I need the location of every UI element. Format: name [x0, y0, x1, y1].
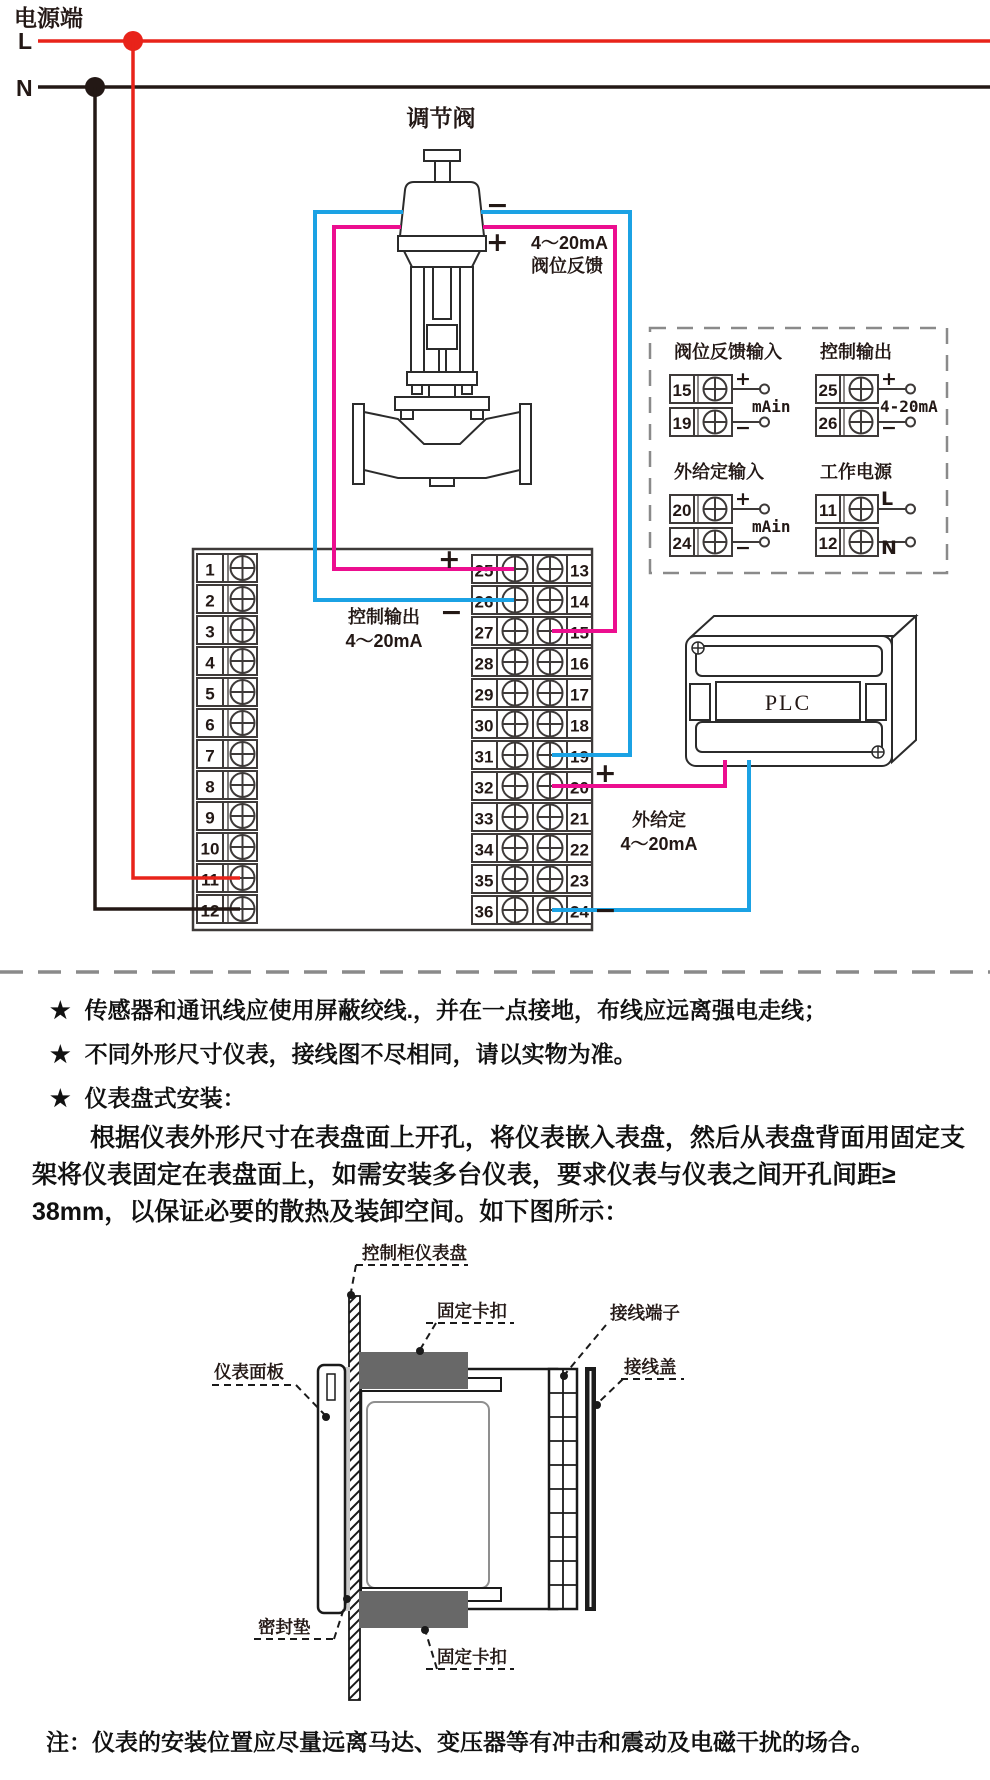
- footnote: 注：仪表的安装位置应尽量远离马达、变压器等有冲击和震动及电磁干扰的场合。: [46, 1729, 874, 1755]
- terminal-number: 22: [570, 840, 589, 860]
- terminal-number: 10: [200, 839, 220, 859]
- note-item: [50, 1039, 960, 1069]
- legend-section: [670, 341, 791, 439]
- notes-list: [50, 995, 960, 1127]
- terminal-number: 36: [474, 902, 494, 922]
- terminal-number: 18: [570, 716, 589, 736]
- terminal-number: 21: [570, 809, 589, 829]
- legend-annotation: mAin: [752, 397, 791, 416]
- star-bullet-icon: ★: [50, 997, 71, 1023]
- legend-section: [816, 341, 938, 439]
- terminal-row-left: [197, 678, 257, 706]
- fixing-clip-bottom-shape: [359, 1591, 468, 1628]
- legend-terminal-number: 19: [672, 414, 692, 433]
- external-setpoint-label-1: 外给定: [632, 810, 686, 830]
- terminal-row-left: [197, 771, 257, 799]
- terminal-row-left: [197, 833, 257, 861]
- feedback-wire-label-2: 阀位反馈: [531, 256, 603, 276]
- terminal-block-label: 接线端子: [610, 1303, 680, 1323]
- terminal-legend: [670, 341, 938, 559]
- wire-end-dot: [906, 505, 915, 514]
- terminal-number: 19: [570, 747, 589, 767]
- star-bullet-icon: ★: [50, 1085, 71, 1111]
- clip-top-label: 固定卡扣: [437, 1301, 507, 1321]
- valve-title: 调节阀: [406, 105, 476, 131]
- terminal-number: 20: [570, 778, 589, 798]
- terminal-number: 30: [474, 716, 494, 736]
- external-setpoint-minus: −: [594, 895, 617, 926]
- clip-bottom-label: 固定卡扣: [437, 1647, 507, 1667]
- terminal-row-right: [472, 648, 592, 676]
- paragraph-line: 38mm，以保证必要的散热及装卸空间。如下图所示：: [32, 1198, 630, 1226]
- valve-plus-sign: +: [486, 227, 509, 258]
- wire-end-dot: [760, 418, 769, 427]
- wire-end-dot: [760, 538, 769, 547]
- terminal-number: 17: [570, 685, 589, 705]
- wire-end-dot: [906, 538, 915, 547]
- legend-terminal-number: 24: [672, 534, 692, 553]
- terminal-row-left: [197, 740, 257, 768]
- l-label: L: [18, 28, 33, 54]
- terminal-number: 26: [474, 592, 494, 612]
- legend-terminal-number: 12: [818, 534, 838, 553]
- terminal-number: 27: [474, 623, 494, 643]
- terminal-number: 8: [205, 777, 215, 797]
- front-bezel: [318, 1365, 345, 1613]
- legend-sign: −: [881, 417, 897, 439]
- wire-end-dot: [760, 385, 769, 394]
- terminal-number: 16: [570, 654, 589, 674]
- terminal-number: 23: [570, 871, 589, 891]
- note-item: [50, 1083, 960, 1113]
- control-output-label-1: 控制输出: [348, 607, 420, 627]
- legend-annotation: 4-20mA: [880, 397, 938, 416]
- star-bullet-icon: ★: [50, 1041, 71, 1067]
- terminal-row-right: [472, 834, 592, 862]
- terminal-number: 5: [205, 684, 215, 704]
- terminal-row-left: [197, 802, 257, 830]
- terminal-number: 7: [205, 746, 215, 766]
- n-label: N: [16, 75, 33, 101]
- terminal-row-left: [197, 616, 257, 644]
- external-setpoint-plus: +: [594, 758, 617, 789]
- terminal-row-left: [197, 554, 257, 582]
- cover-label: 接线盖: [624, 1357, 677, 1377]
- legend-terminal-number: 15: [672, 381, 692, 400]
- legend-terminal-number: 25: [818, 381, 838, 400]
- terminal-row-right: [472, 710, 592, 738]
- legend-terminal-number: 11: [819, 501, 837, 520]
- note-text: 不同外形尺寸仪表，接线图不尽相同，请以实物为准。: [84, 1041, 637, 1067]
- note-text: 仪表盘式安装：: [84, 1085, 246, 1111]
- legend-sign: −: [735, 417, 751, 439]
- external-setpoint-label-2: 4～20mA: [620, 834, 698, 854]
- fixing-clip-top-shape: [359, 1352, 468, 1389]
- power-title: 电源端: [14, 5, 83, 31]
- terminal-number: 6: [205, 715, 215, 735]
- terminal-number: 15: [570, 623, 589, 643]
- terminal-row-right: [472, 865, 592, 893]
- legend-sign: L: [881, 488, 894, 510]
- terminal-row-right: [472, 803, 592, 831]
- terminal-number: 32: [474, 778, 494, 798]
- wire-end-dot: [760, 505, 769, 514]
- terminal-number: 25: [474, 561, 494, 581]
- legend-section: [670, 461, 791, 559]
- legend-section-title: 阀位反馈输入: [674, 342, 782, 362]
- case-side-plate: [367, 1402, 489, 1588]
- terminal-number: 3: [205, 622, 215, 642]
- legend-sign: −: [735, 537, 751, 559]
- feedback-wire-label-1: 4～20mA: [531, 233, 609, 253]
- terminal-row-left: [197, 709, 257, 737]
- terminal-row-left: [197, 585, 257, 613]
- terminal-number: 9: [205, 808, 215, 828]
- note-item: [50, 995, 960, 1025]
- panel-mount-figure: [0, 1235, 990, 1720]
- terminal-number: 14: [570, 592, 589, 612]
- legend-sign: N: [881, 537, 897, 559]
- bezel-slot: [327, 1374, 335, 1400]
- terminal-number: 28: [474, 654, 494, 674]
- front-panel-label: 仪表面板: [214, 1362, 284, 1382]
- terminal-number: 29: [474, 685, 494, 705]
- legend-section-title: 外给定输入: [674, 462, 764, 482]
- legend-section-title: 控制输出: [820, 342, 892, 362]
- mounting-panel: [349, 1296, 360, 1700]
- terminal-number: 4: [205, 653, 215, 673]
- installation-paragraph: [32, 1120, 972, 1231]
- valve-minus-sign: −: [486, 190, 509, 221]
- terminal-number: 13: [570, 561, 589, 581]
- plc-label: PLC: [764, 690, 812, 715]
- terminal-number: 31: [474, 747, 494, 767]
- wire-end-dot: [906, 418, 915, 427]
- paragraph-line: 架将仪表固定在表盘面上，如需安装多台仪表，要求仪表与仪表之间开孔间距≥: [32, 1161, 896, 1189]
- paragraph-line: 根据仪表外形尺寸在表盘面上开孔，将仪表嵌入表盘，然后从表盘背面用固定支: [90, 1124, 966, 1152]
- legend-sign: +: [735, 368, 751, 390]
- control-output-label-2: 4～20mA: [345, 631, 423, 651]
- panel-label: 控制柜仪表盘: [362, 1243, 467, 1263]
- figure-shapes: [318, 1296, 596, 1700]
- legend-annotation: mAin: [752, 517, 791, 536]
- terminal-number: 1: [205, 560, 215, 580]
- legend-terminal-number: 20: [672, 501, 692, 520]
- note-text: 传感器和通讯线应使用屏蔽绞线.，并在一点接地，布线应远离强电走线；: [84, 997, 828, 1023]
- legend-sign: +: [881, 368, 897, 390]
- legend-terminal-number: 26: [818, 414, 838, 433]
- gasket-label: 密封垫: [258, 1617, 311, 1637]
- terminal-number: 33: [474, 809, 494, 829]
- legend-section-title: 工作电源: [820, 462, 892, 482]
- terminal-row-right: [472, 679, 592, 707]
- terminal-number: 35: [474, 871, 494, 891]
- terminal-number: 24: [570, 902, 589, 922]
- terminal-number: 12: [200, 901, 220, 921]
- terminal-number: 34: [474, 840, 494, 860]
- control-output-minus: −: [440, 597, 463, 628]
- legend-sign: +: [735, 488, 751, 510]
- terminal-number: 2: [205, 591, 215, 611]
- wire-end-dot: [906, 385, 915, 394]
- terminal-row-left: [197, 647, 257, 675]
- legend-section: [816, 461, 915, 559]
- control-output-plus: +: [438, 544, 461, 575]
- terminal-number: 11: [201, 870, 219, 890]
